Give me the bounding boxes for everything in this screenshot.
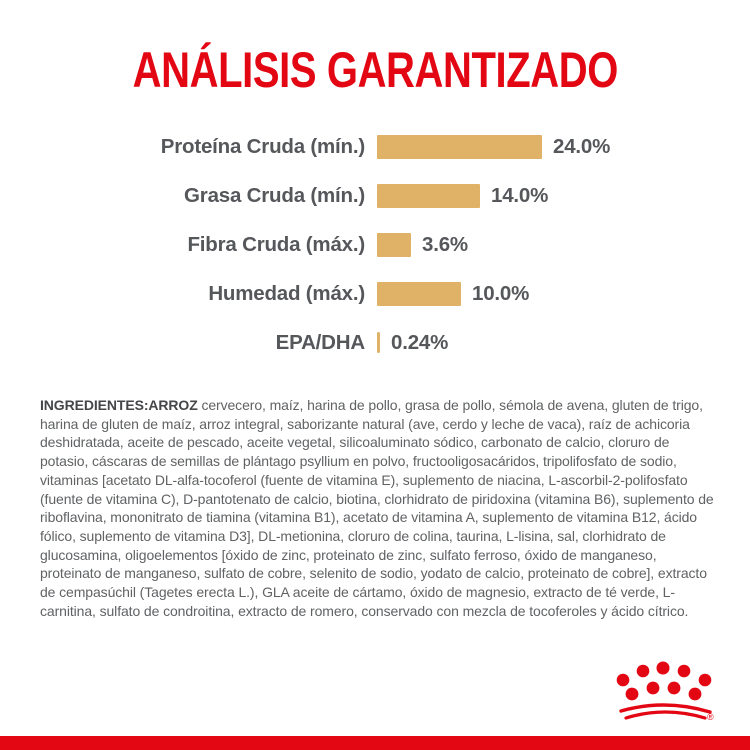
bar-fibra-cruda [377,233,411,257]
crown-dot [699,674,712,687]
crown-dot [689,688,702,701]
ingredients-lead-label: INGREDIENTES:ARROZ [40,397,198,413]
nutrient-label: Humedad (máx.) [208,281,365,305]
crown-dot [637,665,650,678]
ingredients-text: cervecero, maíz, harina de pollo, grasa de pollo, sémola de avena, gluten de trigo, harina de gluten de maíz, arroz integral, saborizante natural (ave, cerdo y leche de vaca), raíz de achicoria deshidratada, aceite de pescado, aceite vegetal, silicoaluminato sódico, carbonato de calcio, cloruro de potasio, cáscaras de semillas de plántago psyllium en polvo, fructooligosacáridos, tripolifosfato de sodio, vitaminas [acetato DL-alfa-tocoferol (fuente de vitamina E), suplemento de niacina, L-ascorbil-2-polifosfato (fuente de vitamina C), D-pantotenato de calcio, biotina, clorhidrato de piridoxina (vitamina B6), suplemento de riboflavina, mononitrato de tiamina (vitamina B1), acetato de vitamina A, suplemento de vitamina B12, ácido fólico, suplemento de vitamina D3], DL-metionina, cloruro de colina, taurina, L-lisina, sal, clorhidrato de glucosamina, oligoelementos [óxido de zinc, proteinato de zinc, sulfato ferroso, óxido de manganeso, proteinato de manganeso, sulfato de cobre, selenito de sodio, yodato de calcio, proteinato de cobre], extracto de cempasúchil (Tagetes erecta L.), GLA aceite de cártamo, óxido de magnesio, extracto de té verde, L-carnitina, sulfato de condroitina, extracto de romero, conservado con mezcla de tocoferoles y ácido cítrico. [40,397,714,619]
title-container [0,42,750,98]
chart-row-fibra-cruda [0,220,750,269]
chart-row-epa-dha [0,318,750,367]
nutrient-label: Fibra Cruda (máx.) [187,232,365,256]
nutrient-value: 3.6% [422,232,468,256]
chart-row-grasa-cruda [0,171,750,220]
nutrient-value: 10.0% [472,281,530,305]
crown-dot [626,688,639,701]
ingredients-paragraph [40,396,718,620]
crown-dot [657,662,670,675]
bar-proteina-cruda [377,135,542,159]
crown-arc-bottom [626,712,705,718]
nutrient-label: EPA/DHA [275,330,365,354]
nutrient-value: 0.24% [391,330,449,354]
chart-row-humedad [0,269,750,318]
crown-dot [647,682,660,695]
bar-epa-dha [377,332,380,353]
bar-grasa-cruda [377,184,480,208]
crown-dot [668,682,681,695]
page-title: ANÁLISIS GARANTIZADO [132,42,618,98]
guaranteed-analysis-bar-chart [0,122,750,367]
royal-canin-crown-logo [604,658,716,728]
bar-humedad [377,282,461,306]
chart-row-proteina-cruda [0,122,750,171]
crown-dot [678,665,691,678]
nutrient-value: 14.0% [491,183,549,207]
registered-trademark-icon: ® [707,712,714,722]
nutrient-label: Proteína Cruda (mín.) [160,134,365,158]
nutrient-value: 24.0% [553,134,611,158]
crown-dot [617,674,630,687]
nutrient-label: Grasa Cruda (mín.) [184,183,365,207]
bottom-red-strip [0,736,750,750]
